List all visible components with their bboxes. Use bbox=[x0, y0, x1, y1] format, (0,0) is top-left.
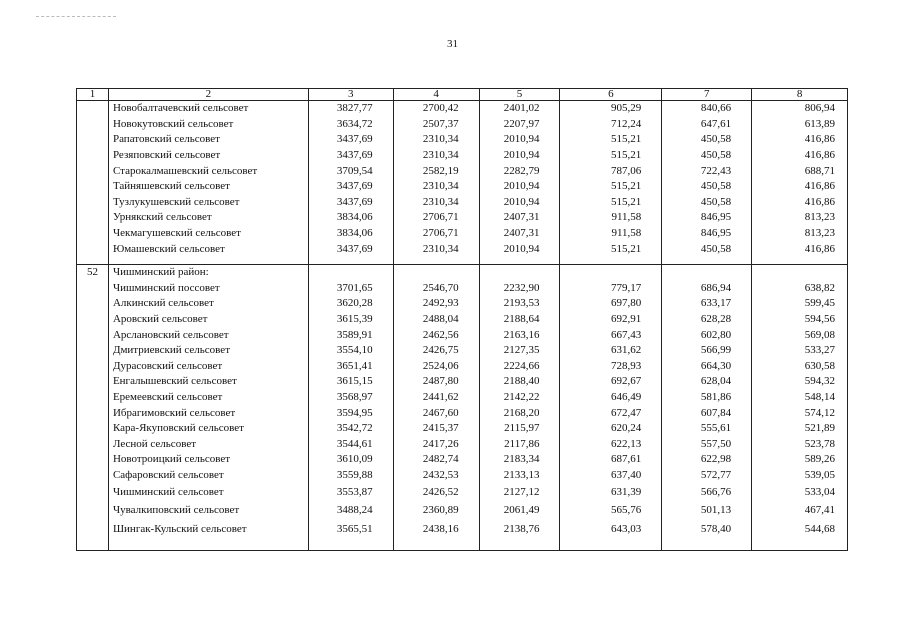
table-cell: Новотроицкий сельсовет bbox=[108, 452, 308, 468]
table-cell: 607,84 bbox=[662, 405, 752, 421]
table-cell bbox=[77, 436, 109, 452]
table-cell: 501,13 bbox=[662, 501, 752, 519]
table-cell bbox=[77, 405, 109, 421]
table-cell bbox=[77, 163, 109, 179]
table-cell: 599,45 bbox=[752, 296, 848, 312]
column-header: 3 bbox=[308, 89, 393, 101]
table-cell bbox=[77, 241, 109, 257]
table-cell: 416,86 bbox=[752, 148, 848, 164]
table-cell bbox=[77, 327, 109, 343]
table-cell: Арслановский сельсовет bbox=[108, 327, 308, 343]
table-cell: 416,86 bbox=[752, 195, 848, 211]
table-cell: 787,06 bbox=[560, 163, 662, 179]
page-number: 31 bbox=[447, 38, 458, 50]
table-row bbox=[77, 163, 848, 179]
table-cell: 416,86 bbox=[752, 241, 848, 257]
table-cell: 2138,76 bbox=[479, 519, 560, 540]
table-cell: 2282,79 bbox=[479, 163, 560, 179]
table-cell bbox=[77, 132, 109, 148]
table-cell: 712,24 bbox=[560, 117, 662, 133]
table-cell: 631,62 bbox=[560, 343, 662, 359]
table-end-row bbox=[77, 540, 848, 551]
table-cell: Дмитриевский сельсовет bbox=[108, 343, 308, 359]
table-cell: 450,58 bbox=[662, 179, 752, 195]
table-row bbox=[77, 195, 848, 211]
column-header: 8 bbox=[752, 89, 848, 101]
table-cell: 2310,34 bbox=[393, 179, 479, 195]
table-cell: 594,32 bbox=[752, 374, 848, 390]
table-cell bbox=[560, 257, 662, 265]
table-row bbox=[77, 501, 848, 519]
table-cell: 2700,42 bbox=[393, 101, 479, 117]
table-cell: Кара-Якуповский сельсовет bbox=[108, 421, 308, 437]
table-cell bbox=[308, 540, 393, 551]
table-cell: 2224,66 bbox=[479, 359, 560, 375]
table-cell: 2168,20 bbox=[479, 405, 560, 421]
table-cell: Алкинский сельсовет bbox=[108, 296, 308, 312]
table-cell: 572,77 bbox=[662, 468, 752, 484]
table-cell: Рапатовский сельсовет bbox=[108, 132, 308, 148]
table-cell bbox=[77, 226, 109, 242]
table-cell: 555,61 bbox=[662, 421, 752, 437]
table-cell: 3615,15 bbox=[308, 374, 393, 390]
table-cell: Лесной сельсовет bbox=[108, 436, 308, 452]
table-cell: 533,27 bbox=[752, 343, 848, 359]
table-cell: 2010,94 bbox=[479, 148, 560, 164]
table-cell: Урнякский сельсовет bbox=[108, 210, 308, 226]
table-cell: Енгалышевский сельсовет bbox=[108, 374, 308, 390]
table-cell: 2546,70 bbox=[393, 281, 479, 297]
table-cell: 3559,88 bbox=[308, 468, 393, 484]
table-cell: Новокутовский сельсовет bbox=[108, 117, 308, 133]
table-cell: 566,76 bbox=[662, 483, 752, 501]
table-cell: Еремеевский сельсовет bbox=[108, 390, 308, 406]
table-cell: 637,40 bbox=[560, 468, 662, 484]
table-header bbox=[77, 89, 848, 101]
table-cell: 2127,35 bbox=[479, 343, 560, 359]
table-cell: 3437,69 bbox=[308, 241, 393, 257]
table-cell: Старокалмашевский сельсовет bbox=[108, 163, 308, 179]
table-cell bbox=[393, 540, 479, 551]
group-name: Чишминский район: bbox=[108, 264, 308, 280]
table-cell: 2492,93 bbox=[393, 296, 479, 312]
table-cell bbox=[77, 210, 109, 226]
table-cell: 515,21 bbox=[560, 241, 662, 257]
table-cell: 2310,34 bbox=[393, 148, 479, 164]
table-cell: 813,23 bbox=[752, 226, 848, 242]
table-cell bbox=[308, 257, 393, 265]
table-cell: 416,86 bbox=[752, 132, 848, 148]
table-cell: 905,29 bbox=[560, 101, 662, 117]
table-cell bbox=[77, 359, 109, 375]
table-row bbox=[77, 312, 848, 328]
table-cell: Дурасовский сельсовет bbox=[108, 359, 308, 375]
table-cell: 620,24 bbox=[560, 421, 662, 437]
table-cell: 806,94 bbox=[752, 101, 848, 117]
table-cell: 450,58 bbox=[662, 148, 752, 164]
table-cell: 647,61 bbox=[662, 117, 752, 133]
table-cell bbox=[77, 390, 109, 406]
table-row bbox=[77, 519, 848, 540]
table-row bbox=[77, 241, 848, 257]
table-cell: 3437,69 bbox=[308, 179, 393, 195]
table-cell: 3565,51 bbox=[308, 519, 393, 540]
table-cell: 2482,74 bbox=[393, 452, 479, 468]
table-cell bbox=[560, 540, 662, 551]
table-cell: 2010,94 bbox=[479, 241, 560, 257]
table-cell: 3437,69 bbox=[308, 195, 393, 211]
table-row bbox=[77, 468, 848, 484]
table-cell: 2426,52 bbox=[393, 483, 479, 501]
table-cell bbox=[77, 179, 109, 195]
table-cell: 450,58 bbox=[662, 241, 752, 257]
table-row bbox=[77, 483, 848, 501]
table-cell: 630,58 bbox=[752, 359, 848, 375]
table-cell: Ибрагимовский сельсовет bbox=[108, 405, 308, 421]
table-cell: 3651,41 bbox=[308, 359, 393, 375]
table-cell bbox=[479, 264, 560, 280]
table-body bbox=[77, 101, 848, 551]
table-cell: 539,05 bbox=[752, 468, 848, 484]
table-row bbox=[77, 327, 848, 343]
table-cell: 2438,16 bbox=[393, 519, 479, 540]
table-cell: 569,08 bbox=[752, 327, 848, 343]
table-cell: 911,58 bbox=[560, 226, 662, 242]
table-cell bbox=[77, 312, 109, 328]
table-cell bbox=[77, 374, 109, 390]
table-cell: 3594,95 bbox=[308, 405, 393, 421]
scan-artifact-line bbox=[36, 16, 116, 17]
table-cell: 692,67 bbox=[560, 374, 662, 390]
table-cell: 2401,02 bbox=[479, 101, 560, 117]
table-cell: 2441,62 bbox=[393, 390, 479, 406]
table-cell: 2310,34 bbox=[393, 195, 479, 211]
group-header-row bbox=[77, 264, 848, 280]
column-header: 6 bbox=[560, 89, 662, 101]
table-cell bbox=[308, 264, 393, 280]
table-row bbox=[77, 374, 848, 390]
table-cell: 3544,61 bbox=[308, 436, 393, 452]
table-cell: 589,26 bbox=[752, 452, 848, 468]
table-cell: 613,89 bbox=[752, 117, 848, 133]
table-cell: 450,58 bbox=[662, 195, 752, 211]
table-cell: 2706,71 bbox=[393, 226, 479, 242]
table-cell bbox=[77, 195, 109, 211]
table-row bbox=[77, 148, 848, 164]
table-cell: 3488,24 bbox=[308, 501, 393, 519]
table-row bbox=[77, 179, 848, 195]
table-cell: 574,12 bbox=[752, 405, 848, 421]
table-cell: 515,21 bbox=[560, 195, 662, 211]
data-table bbox=[76, 88, 848, 551]
table-row bbox=[77, 405, 848, 421]
table-row bbox=[77, 436, 848, 452]
table-cell: 3568,97 bbox=[308, 390, 393, 406]
table-cell: 3589,91 bbox=[308, 327, 393, 343]
table-cell: 846,95 bbox=[662, 226, 752, 242]
table-cell bbox=[77, 281, 109, 297]
table-cell: 2232,90 bbox=[479, 281, 560, 297]
table-cell: Тайняшевский сельсовет bbox=[108, 179, 308, 195]
table-row bbox=[77, 452, 848, 468]
table-cell: 2163,16 bbox=[479, 327, 560, 343]
table-cell bbox=[77, 452, 109, 468]
table-cell: 2706,71 bbox=[393, 210, 479, 226]
table-cell: 2010,94 bbox=[479, 179, 560, 195]
table-cell: 3437,69 bbox=[308, 148, 393, 164]
table-cell: 3554,10 bbox=[308, 343, 393, 359]
table-cell: 672,47 bbox=[560, 405, 662, 421]
table-cell: 2488,04 bbox=[393, 312, 479, 328]
table-cell bbox=[108, 540, 308, 551]
table-cell: 581,86 bbox=[662, 390, 752, 406]
table-cell bbox=[560, 264, 662, 280]
table-cell bbox=[77, 421, 109, 437]
table-cell bbox=[77, 148, 109, 164]
table-cell: 667,43 bbox=[560, 327, 662, 343]
column-header: 1 bbox=[77, 89, 109, 101]
table-cell bbox=[77, 483, 109, 501]
table-cell: Резяповский сельсовет bbox=[108, 148, 308, 164]
table-cell: 2507,37 bbox=[393, 117, 479, 133]
table-cell bbox=[662, 540, 752, 551]
table-cell: 2010,94 bbox=[479, 132, 560, 148]
table-cell: 521,89 bbox=[752, 421, 848, 437]
table-cell: 686,94 bbox=[662, 281, 752, 297]
table-cell: Чишминский поссовет bbox=[108, 281, 308, 297]
table-cell: 2582,19 bbox=[393, 163, 479, 179]
table-cell: 2010,94 bbox=[479, 195, 560, 211]
table-row bbox=[77, 132, 848, 148]
table-cell: 2310,34 bbox=[393, 132, 479, 148]
table-cell bbox=[479, 257, 560, 265]
table-cell: 2188,40 bbox=[479, 374, 560, 390]
table-cell: 2524,06 bbox=[393, 359, 479, 375]
table-cell: 594,56 bbox=[752, 312, 848, 328]
table-cell: 2207,97 bbox=[479, 117, 560, 133]
table-cell bbox=[662, 257, 752, 265]
table-cell bbox=[77, 117, 109, 133]
table-cell: 633,17 bbox=[662, 296, 752, 312]
table-cell: 840,66 bbox=[662, 101, 752, 117]
table-cell: 515,21 bbox=[560, 132, 662, 148]
table-cell bbox=[393, 264, 479, 280]
table-row bbox=[77, 296, 848, 312]
table-cell: 846,95 bbox=[662, 210, 752, 226]
table-row bbox=[77, 210, 848, 226]
group-number: 52 bbox=[77, 264, 109, 280]
table-cell bbox=[77, 540, 109, 551]
table-row bbox=[77, 390, 848, 406]
table-cell: 515,21 bbox=[560, 148, 662, 164]
table-cell: 578,40 bbox=[662, 519, 752, 540]
table-cell: 3834,06 bbox=[308, 210, 393, 226]
table-cell: 2462,56 bbox=[393, 327, 479, 343]
table-cell: 2432,53 bbox=[393, 468, 479, 484]
table-cell: 2360,89 bbox=[393, 501, 479, 519]
table-cell: 3834,06 bbox=[308, 226, 393, 242]
table-cell: 2133,13 bbox=[479, 468, 560, 484]
table-cell bbox=[108, 257, 308, 265]
table-cell: Юмашевский сельсовет bbox=[108, 241, 308, 257]
table-cell bbox=[752, 257, 848, 265]
table-cell: 2188,64 bbox=[479, 312, 560, 328]
table-cell bbox=[662, 264, 752, 280]
table-cell: 3542,72 bbox=[308, 421, 393, 437]
table-cell: 813,23 bbox=[752, 210, 848, 226]
table-cell: 566,99 bbox=[662, 343, 752, 359]
table-cell: 646,49 bbox=[560, 390, 662, 406]
table-cell: 3610,09 bbox=[308, 452, 393, 468]
table-cell bbox=[752, 264, 848, 280]
table-cell: 911,58 bbox=[560, 210, 662, 226]
table-row bbox=[77, 101, 848, 117]
table-cell: 643,03 bbox=[560, 519, 662, 540]
table-cell: 2117,86 bbox=[479, 436, 560, 452]
table-cell: 2417,26 bbox=[393, 436, 479, 452]
table-cell: 602,80 bbox=[662, 327, 752, 343]
table-cell: 638,82 bbox=[752, 281, 848, 297]
table-cell: 2426,75 bbox=[393, 343, 479, 359]
table-cell bbox=[77, 501, 109, 519]
table-cell: 2467,60 bbox=[393, 405, 479, 421]
column-header: 2 bbox=[108, 89, 308, 101]
table-cell: 565,76 bbox=[560, 501, 662, 519]
table-row bbox=[77, 421, 848, 437]
table-cell: 3634,72 bbox=[308, 117, 393, 133]
table-cell: 688,71 bbox=[752, 163, 848, 179]
table-row bbox=[77, 226, 848, 242]
table-cell bbox=[77, 343, 109, 359]
column-header: 7 bbox=[662, 89, 752, 101]
header-row bbox=[77, 89, 848, 101]
table-cell: 2487,80 bbox=[393, 374, 479, 390]
table-cell: 2183,34 bbox=[479, 452, 560, 468]
table-cell: 416,86 bbox=[752, 179, 848, 195]
table-cell: 692,91 bbox=[560, 312, 662, 328]
table-cell bbox=[752, 540, 848, 551]
table-cell: 2193,53 bbox=[479, 296, 560, 312]
table-cell: 622,13 bbox=[560, 436, 662, 452]
table-cell: 2310,34 bbox=[393, 241, 479, 257]
table-cell: 3620,28 bbox=[308, 296, 393, 312]
table-cell: 450,58 bbox=[662, 132, 752, 148]
column-header: 5 bbox=[479, 89, 560, 101]
table-cell: 3615,39 bbox=[308, 312, 393, 328]
table-row bbox=[77, 281, 848, 297]
table-row bbox=[77, 359, 848, 375]
table-cell: Тузлукушевский сельсовет bbox=[108, 195, 308, 211]
table-cell: 728,93 bbox=[560, 359, 662, 375]
table-cell: 2115,97 bbox=[479, 421, 560, 437]
table-cell bbox=[77, 519, 109, 540]
table-cell bbox=[77, 101, 109, 117]
table-cell bbox=[479, 540, 560, 551]
table-cell: 467,41 bbox=[752, 501, 848, 519]
table-cell: 2407,31 bbox=[479, 210, 560, 226]
table-cell: 515,21 bbox=[560, 179, 662, 195]
table-cell: Сафаровский сельсовет bbox=[108, 468, 308, 484]
table-cell: 622,98 bbox=[662, 452, 752, 468]
table-cell: 779,17 bbox=[560, 281, 662, 297]
table-row bbox=[77, 117, 848, 133]
table-cell: 523,78 bbox=[752, 436, 848, 452]
table-cell: 631,39 bbox=[560, 483, 662, 501]
table-cell bbox=[77, 257, 109, 265]
table-cell: 3709,54 bbox=[308, 163, 393, 179]
table-cell bbox=[393, 257, 479, 265]
table-cell: Чишминский сельсовет bbox=[108, 483, 308, 501]
table-cell: 2407,31 bbox=[479, 226, 560, 242]
table-cell: 3701,65 bbox=[308, 281, 393, 297]
table-cell: 664,30 bbox=[662, 359, 752, 375]
table-cell: 697,80 bbox=[560, 296, 662, 312]
table-cell: 2142,22 bbox=[479, 390, 560, 406]
table-cell: Шингак-Кульский сельсовет bbox=[108, 519, 308, 540]
table-cell: Чекмагушевский сельсовет bbox=[108, 226, 308, 242]
table-cell: 544,68 bbox=[752, 519, 848, 540]
table-cell: 3827,77 bbox=[308, 101, 393, 117]
table-cell: 548,14 bbox=[752, 390, 848, 406]
table-cell: 722,43 bbox=[662, 163, 752, 179]
table-cell bbox=[77, 296, 109, 312]
table-cell: 628,04 bbox=[662, 374, 752, 390]
table-cell bbox=[77, 468, 109, 484]
table-cell: 687,61 bbox=[560, 452, 662, 468]
table-cell: 557,50 bbox=[662, 436, 752, 452]
table-cell: Аровский сельсовет bbox=[108, 312, 308, 328]
table-row bbox=[77, 343, 848, 359]
table-cell: Новобалтачевский сельсовет bbox=[108, 101, 308, 117]
group-separator bbox=[77, 257, 848, 265]
table-cell: 2127,12 bbox=[479, 483, 560, 501]
table-cell: 3437,69 bbox=[308, 132, 393, 148]
table-cell: 3553,87 bbox=[308, 483, 393, 501]
table-cell: Чувалкиповский сельсовет bbox=[108, 501, 308, 519]
table-cell: 533,04 bbox=[752, 483, 848, 501]
table-cell: 628,28 bbox=[662, 312, 752, 328]
column-header: 4 bbox=[393, 89, 479, 101]
table-cell: 2061,49 bbox=[479, 501, 560, 519]
table-cell: 2415,37 bbox=[393, 421, 479, 437]
